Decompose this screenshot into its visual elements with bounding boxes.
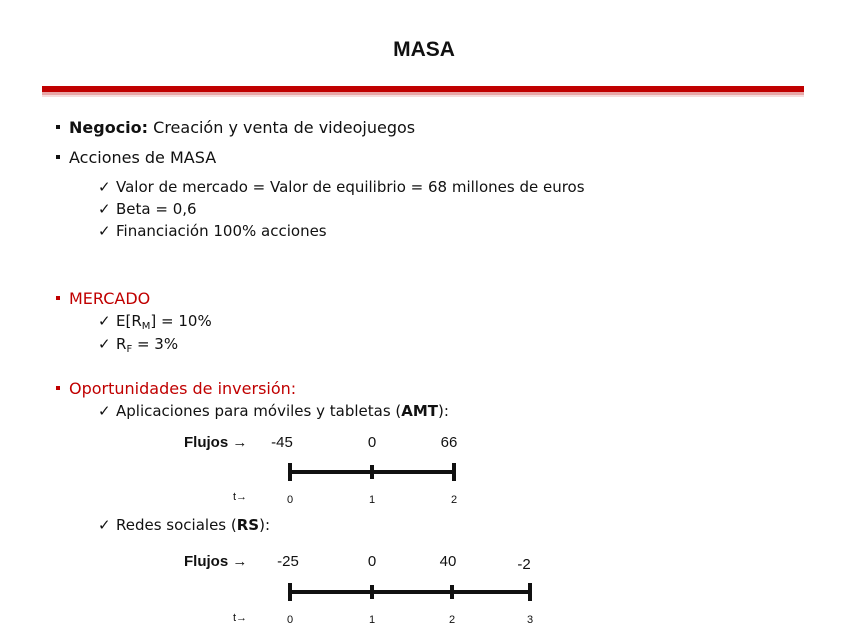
rs-period-2: 2 bbox=[448, 614, 456, 626]
rs-flow-2: 40 bbox=[439, 553, 457, 570]
acciones-item: ✓ Financiación 100% acciones bbox=[98, 222, 327, 240]
amt-period-2: 2 bbox=[450, 494, 458, 506]
acciones-item: ✓ Beta = 0,6 bbox=[98, 200, 197, 218]
acciones-bullet bbox=[56, 148, 216, 168]
checkmark-icon: ✓ bbox=[98, 222, 111, 240]
rs-t-label: t→ bbox=[233, 612, 248, 624]
title-divider bbox=[42, 86, 804, 100]
amt-flow-2: 66 bbox=[440, 434, 458, 451]
negocio-bullet bbox=[56, 118, 415, 138]
mercado-heading: MERCADO bbox=[69, 289, 151, 308]
mercado-em: ✓ $E[R_M] = 10\%$ bbox=[98, 312, 212, 332]
amt-period-1: 1 bbox=[368, 494, 376, 506]
mercado-bullet bbox=[56, 289, 150, 309]
amt-period-0: 0 bbox=[286, 494, 294, 506]
rs-flow-0: -25 bbox=[277, 553, 299, 570]
rs-timeline bbox=[286, 582, 536, 602]
checkmark-icon: ✓ bbox=[98, 312, 111, 330]
negocio-label: Negocio: bbox=[69, 118, 149, 137]
bullet-square-icon bbox=[56, 125, 60, 129]
bullet-square-icon bbox=[56, 155, 60, 159]
acciones-item: ✓ Valor de mercado = Valor de equilibrio = 68 millones de euros bbox=[98, 178, 585, 196]
amt-timeline bbox=[286, 462, 462, 482]
rs-item: ✓ Redes sociales (RS): bbox=[98, 516, 271, 534]
amt-flow-1: 0 bbox=[367, 434, 377, 451]
amt-flow-0: -45 bbox=[271, 434, 293, 451]
oportunidades-bullet bbox=[56, 379, 296, 399]
checkmark-icon: ✓ bbox=[98, 335, 111, 353]
checkmark-icon: ✓ bbox=[98, 200, 111, 218]
rs-period-0: 0 bbox=[286, 614, 294, 626]
amt-flows-label: Flujos → bbox=[184, 434, 248, 451]
checkmark-icon: ✓ bbox=[98, 402, 111, 420]
rs-period-1: 1 bbox=[368, 614, 376, 626]
page-title: MASA bbox=[393, 38, 455, 61]
oportunidades-heading: Oportunidades de inversión: bbox=[69, 379, 297, 398]
bullet-square-icon bbox=[56, 296, 60, 300]
amt-t-label: t→ bbox=[233, 491, 248, 503]
checkmark-icon: ✓ bbox=[98, 516, 111, 534]
negocio-text: Creación y venta de videojuegos bbox=[153, 118, 416, 137]
acciones-heading: Acciones de MASA bbox=[69, 148, 217, 167]
amt-item: ✓ Aplicaciones para móviles y tabletas (AMT): bbox=[98, 402, 449, 420]
rs-flow-3: -2 bbox=[517, 556, 531, 573]
mercado-rf: ✓ $R_F = 3\%$ bbox=[98, 335, 179, 355]
rs-flows-label: Flujos → bbox=[184, 553, 248, 570]
rs-period-3: 3 bbox=[526, 614, 534, 626]
bullet-square-icon bbox=[56, 386, 60, 390]
checkmark-icon: ✓ bbox=[98, 178, 111, 196]
rs-flow-1: 0 bbox=[367, 553, 377, 570]
